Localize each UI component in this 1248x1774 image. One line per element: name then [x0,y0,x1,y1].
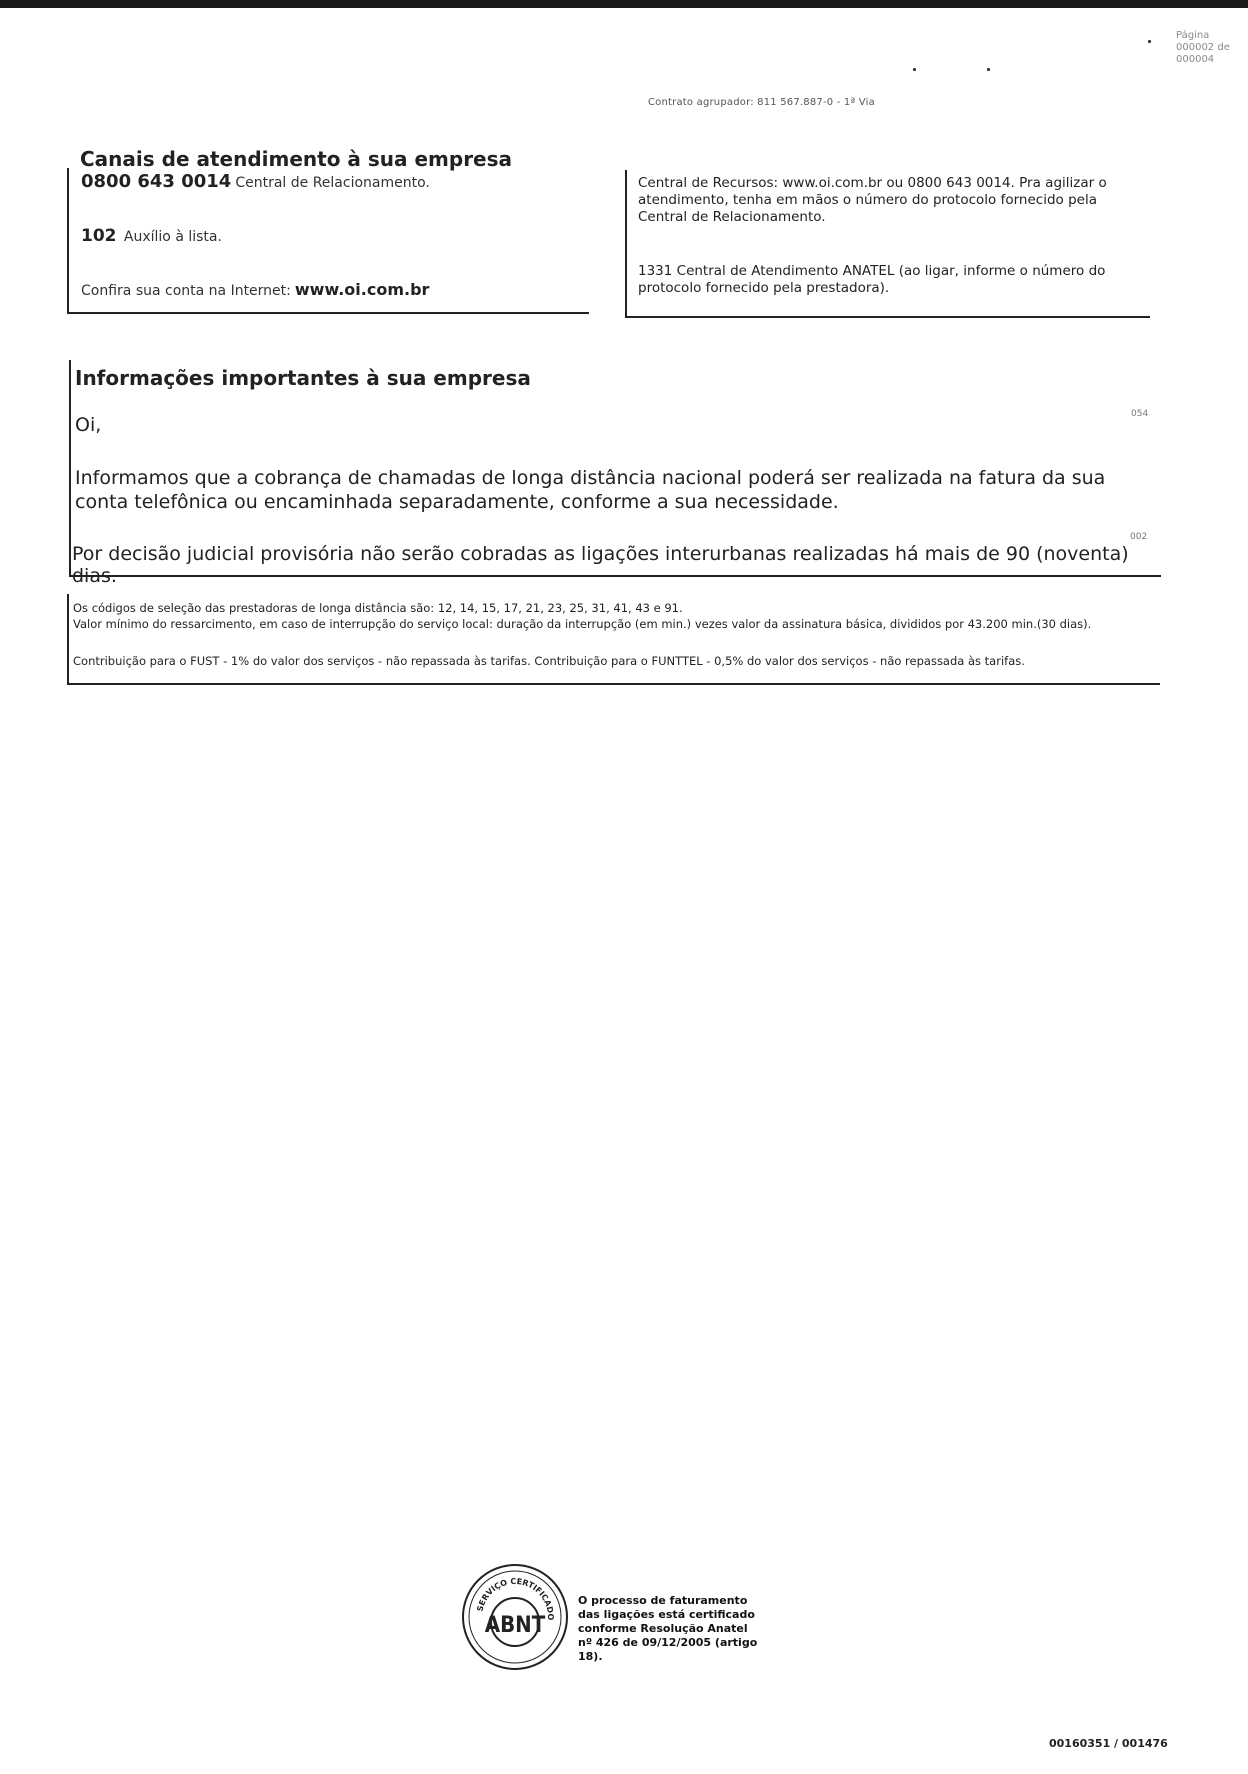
info-greeting: Oi, [75,414,102,436]
seal-logo-text: ABNT [484,1613,546,1638]
fine-print-line-3: Contribuição para o FUST - 1% do valor dos serviços - não repassada às tarifas. Contribuição para o FUNTTEL - 0,5% do valor dos serviços - não repassada às tarifas. [73,654,1025,668]
internet-label: Confira sua conta na Internet: [81,283,291,299]
page-value: 000002 de [1176,42,1230,53]
footer-code: 00160351 / 001476 [1049,1737,1168,1750]
scan-speck [913,68,916,71]
seal-text: O processo de faturamento das ligações está certificado conforme Resolução Anatel nº 426 de 09/12/2005 (artigo 18). [578,1594,758,1663]
recursos-text: Central de Recursos: www.oi.com.br ou 0800 643 0014. Pra agilizar o atendimento, tenha em mãos o número do protocolo fornecido pela Central de Relacionamento. [638,175,1107,225]
aux-number: 102 [81,226,117,246]
seal-ring-text: SERVIÇO CERTIFICADO [475,1576,556,1621]
scan-speck [987,68,990,71]
page-label: Página [1176,30,1210,41]
abnt-seal-icon [460,1562,570,1672]
page-total: 000004 [1176,54,1215,65]
contract-number: Contrato agrupador: 811 567.887-0 - 1ª Via [648,97,875,108]
internet-line [81,280,429,299]
canais-title: Canais de atendimento à sua empresa [80,147,513,171]
aux-line [81,226,222,246]
phone-number: 0800 643 0014 [81,171,232,192]
info-code-1: 054 [1131,409,1149,419]
anatel-text: 1331 Central de Atendimento ANATEL (ao ligar, informe o número do protocolo fornecido pela prestadora). [638,263,1106,296]
scan-speck [1148,40,1151,43]
phone-label: Central de Relacionamento. [235,175,430,191]
page-indicator [1176,30,1230,66]
info-code-2: 002 [1130,532,1148,542]
scan-edge [0,0,1248,8]
info-paragraph-2: Por decisão judicial provisória não serão cobradas as ligações interurbanas realizadas há mais de 90 (noventa) dias. [72,543,1129,587]
aux-label: Auxílio à lista. [123,229,222,245]
fine-print-line-1: Os códigos de seleção das prestadoras de longa distância são: 12, 14, 15, 17, 21, 23, 25, 31, 41, 43 e 91. [73,601,683,615]
phone-line [81,171,430,192]
info-title: Informações importantes à sua empresa [75,366,531,390]
fine-print-line-2: Valor mínimo do ressarcimento, em caso de interrupção do serviço local: duração da interrupção (em min.) vezes valor da assinatura básica, divididos por 43.200 min.(30 dias). [73,617,1092,631]
internet-url[interactable]: www.oi.com.br [294,280,430,299]
info-paragraph-1: Informamos que a cobrança de chamadas de longa distância nacional poderá ser realizada na fatura da sua conta telefônica ou encaminhada separadamente, conforme a sua necessidade. [75,467,1106,513]
